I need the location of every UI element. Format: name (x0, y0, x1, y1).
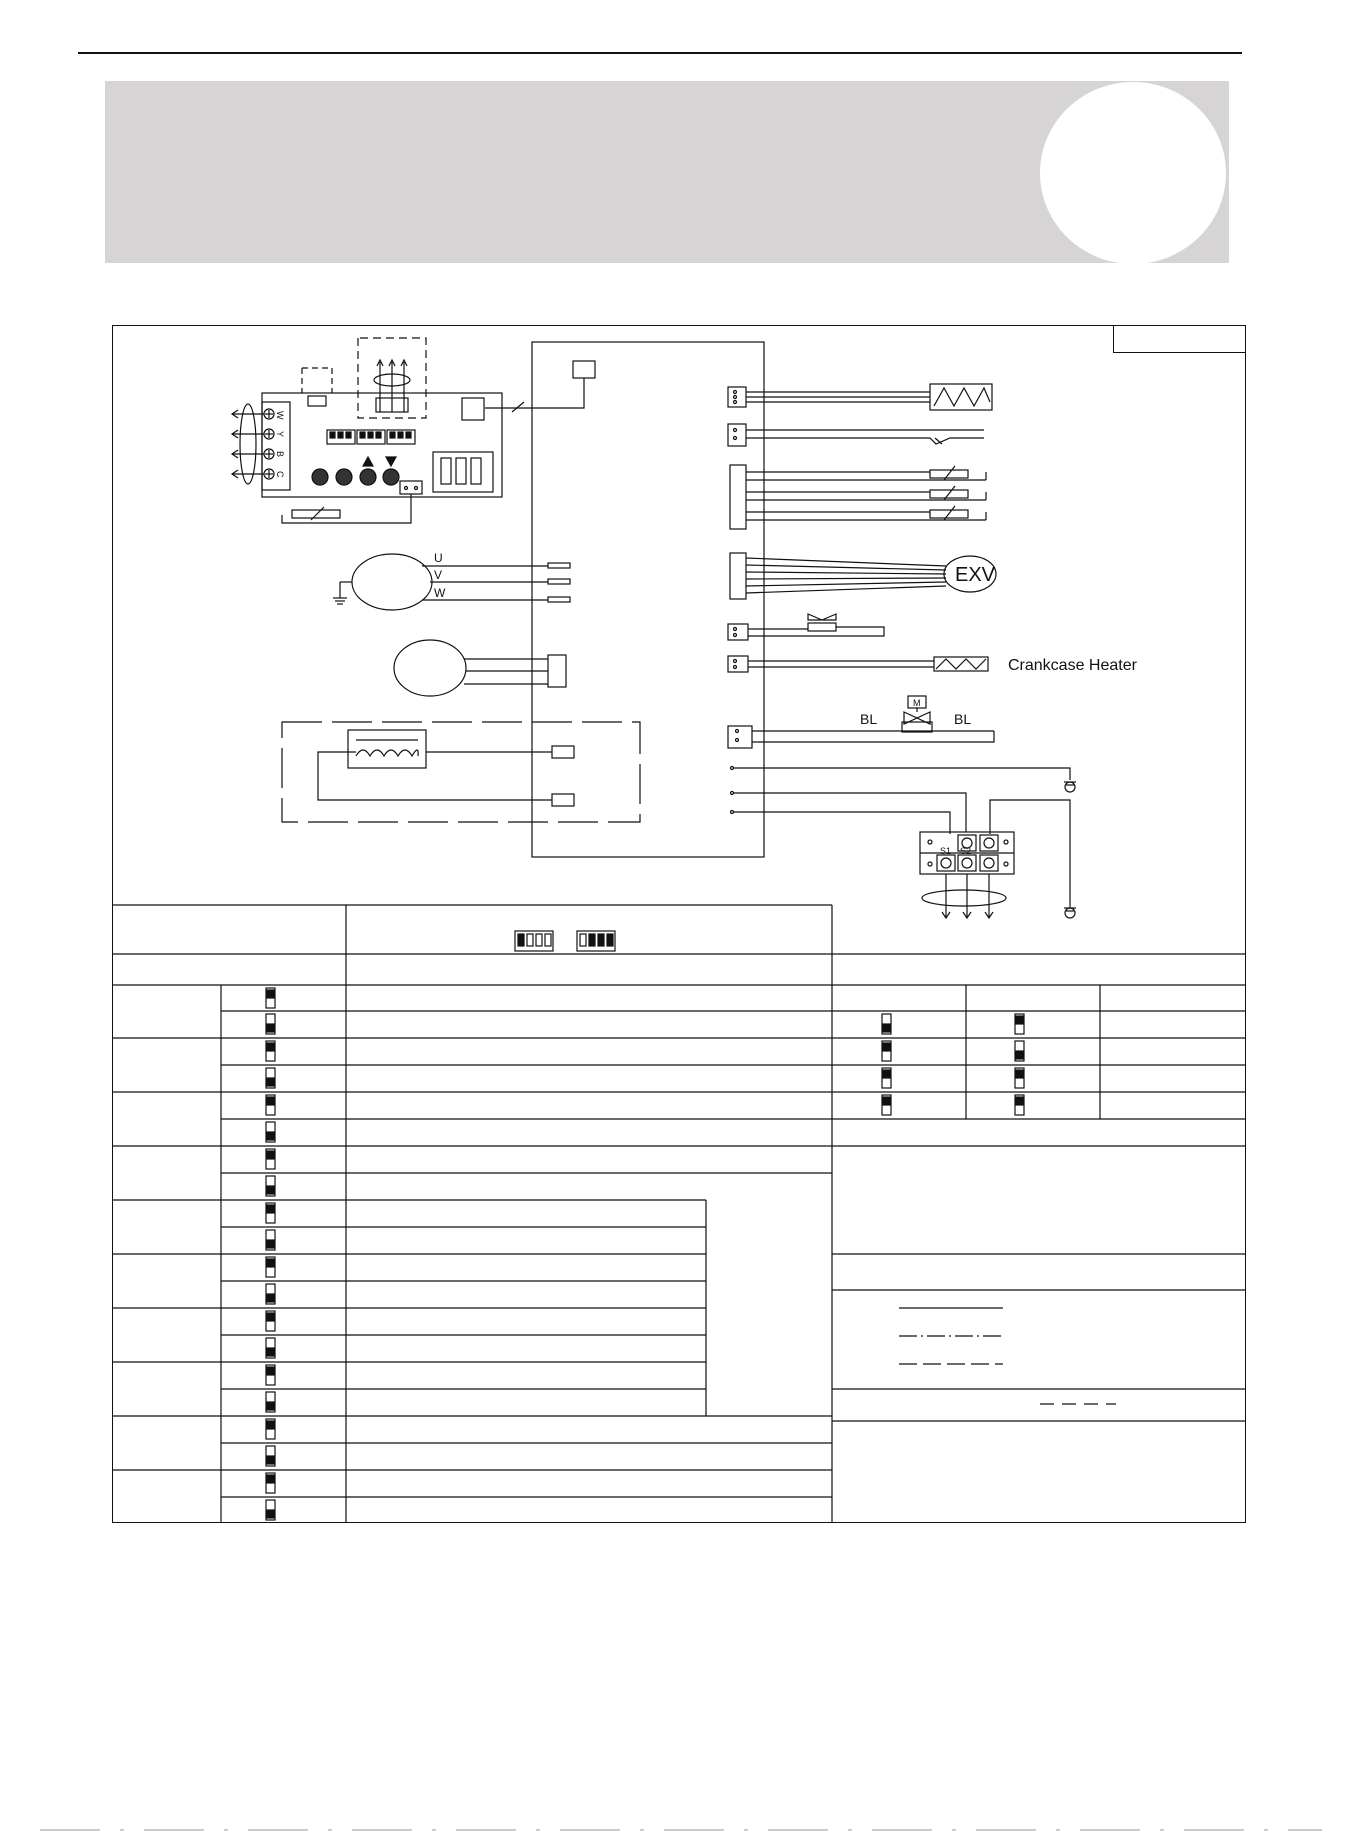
power-supply-wires (922, 874, 1006, 918)
four-way-valve-connector (728, 624, 748, 640)
terminal-w-label: W (275, 411, 285, 420)
dip-switch-group-3 (387, 430, 415, 444)
reactor-dashed-box (282, 722, 640, 822)
compressor-motor (352, 554, 432, 610)
crankcase-heater-label: Crankcase Heater (1008, 657, 1137, 674)
phase-u-label: U (434, 551, 443, 565)
terminal-s2-label: S2 (960, 846, 972, 856)
terminal-b-label: B (275, 451, 285, 458)
phase-v-label: V (434, 568, 443, 582)
crankcase-heater-connector (728, 656, 748, 672)
bl-label-right: BL (954, 711, 972, 727)
four-way-valve-coil (808, 623, 836, 631)
dip-switch-group-2 (357, 430, 385, 444)
solenoid-valve-connector (728, 726, 752, 748)
pressure-switch-connector (728, 424, 746, 446)
dip-switch-group-1 (327, 430, 355, 444)
down-arrow-icon (386, 457, 396, 466)
terminal-c-label: C (275, 471, 285, 478)
phase-w-label: W (434, 586, 446, 600)
terminal-screws (264, 409, 274, 479)
main-control-board (532, 342, 764, 857)
thermostat-wires (232, 404, 264, 484)
board-chip (573, 361, 595, 378)
exv-wires (746, 558, 946, 593)
board-button-3 (360, 469, 376, 485)
reactor-inductor (348, 730, 426, 768)
room-sensor (292, 510, 340, 518)
temp-sensor-connector (730, 465, 746, 529)
display-board-connector (462, 398, 484, 420)
terminal-s1-label: S1 (940, 846, 952, 856)
exv-label: EXV (955, 564, 996, 586)
room-sensor-wire (282, 494, 411, 523)
bl-label-left: BL (860, 711, 878, 727)
board-button-4 (383, 469, 399, 485)
fan-motor (394, 640, 466, 696)
board-button-2 (336, 469, 352, 485)
terminal-y-label: Y (275, 431, 285, 438)
up-arrow-icon (363, 457, 373, 466)
dashed-box-left (302, 368, 332, 393)
dip-settings-table (112, 905, 1246, 1523)
exv-connector (730, 553, 746, 599)
board-button-1 (312, 469, 328, 485)
fan-connector (548, 655, 566, 687)
valve-motor-label: M (913, 698, 921, 708)
